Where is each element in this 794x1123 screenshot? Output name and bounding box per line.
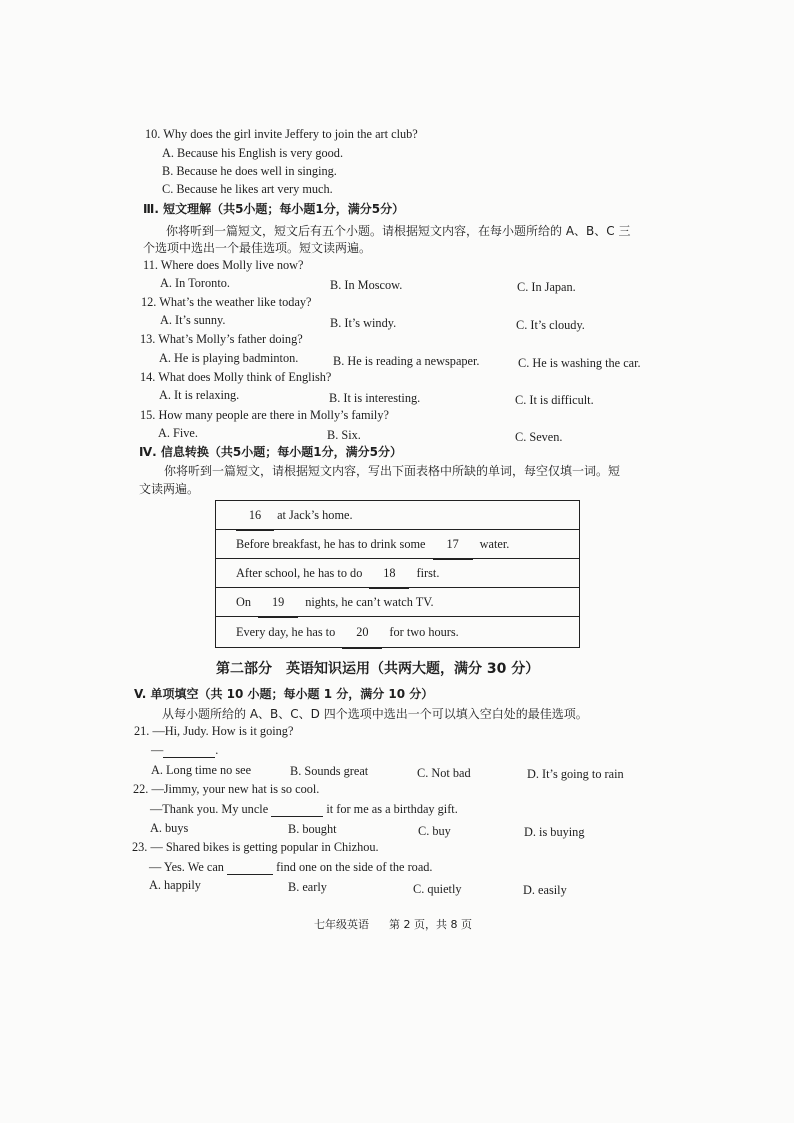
blank-22[interactable]	[271, 802, 323, 817]
q23-option-a[interactable]: A. happily	[149, 878, 201, 892]
q23-option-d[interactable]: D. easily	[523, 883, 567, 897]
blank-21[interactable]	[163, 743, 215, 758]
question-21-line-2: — .	[151, 743, 219, 757]
section-3-title: Ⅲ. 短文理解（共5小题；每小题1分，满分5分）	[143, 202, 405, 216]
q23-line-text: — Yes. We can	[149, 860, 224, 874]
q23-option-b[interactable]: B. early	[288, 880, 327, 894]
blank-20[interactable]: 20	[342, 617, 382, 649]
question-21-line-1: 21. —Hi, Judy. How is it going?	[134, 724, 294, 738]
q21-option-b[interactable]: B. Sounds great	[290, 764, 369, 778]
q10-option-a[interactable]: A. Because his English is very good.	[162, 146, 344, 160]
q10-option-c[interactable]: C. Because he likes art very much.	[162, 182, 333, 196]
question-13-stem: 13. What’s Molly’s father doing?	[140, 332, 303, 346]
q22-option-a[interactable]: A. buys	[150, 821, 189, 835]
row-text: nights, he can’t watch TV.	[305, 595, 434, 609]
q14-option-a[interactable]: A. It is relaxing.	[159, 388, 240, 402]
table-row	[216, 588, 579, 617]
row-text: Every day, he has to	[236, 625, 336, 639]
footer-page-number: 第 2 页，共 8 页	[389, 918, 472, 931]
question-22-line-1: 22. —Jimmy, your new hat is so cool.	[133, 782, 320, 796]
blank-17[interactable]: 17	[433, 530, 473, 560]
row-text: After school, he has to do	[236, 566, 363, 580]
q11-option-a[interactable]: A. In Toronto.	[160, 276, 230, 290]
q13-option-b[interactable]: B. He is reading a newspaper.	[333, 354, 480, 368]
q14-option-c[interactable]: C. It is difficult.	[515, 393, 594, 407]
q21-option-a[interactable]: A. Long time no see	[151, 763, 252, 777]
info-table	[215, 500, 580, 648]
q15-option-b[interactable]: B. Six.	[327, 428, 361, 442]
question-11-stem: 11. Where does Molly live now?	[143, 258, 304, 272]
section-4-title: Ⅳ. 信息转换（共5小题；每小题1分，满分5分）	[139, 445, 402, 459]
section-5-instruction: 从每小题所给的 A、B、C、D 四个选项中选出一个可以填入空白处的最佳选项。	[162, 707, 588, 721]
table-row	[216, 617, 579, 647]
q12-option-b[interactable]: B. It’s windy.	[330, 316, 397, 330]
row-text: Before breakfast, he has to drink some	[236, 537, 426, 551]
footer-subject: 七年级英语	[314, 918, 369, 931]
q23-line-text: find one on the side of the road.	[276, 860, 433, 874]
q11-option-c[interactable]: C. In Japan.	[517, 280, 576, 294]
section-3-instruction-cont: 个选项中选出一个最佳选项。短文读两遍。	[143, 241, 372, 255]
q22-line-text: —Thank you. My uncle	[150, 802, 269, 816]
q22-option-d[interactable]: D. is buying	[524, 825, 585, 839]
row-text: for two hours.	[389, 625, 459, 639]
q14-option-b[interactable]: B. It is interesting.	[329, 391, 421, 405]
section-3-instruction: 你将听到一篇短文，短文后有五个小题。请根据短文内容，在每小题所给的 A、B、C 三	[166, 224, 631, 238]
q22-line-text: it for me as a birthday gift.	[326, 802, 458, 816]
dash: —	[151, 743, 164, 757]
q12-option-c[interactable]: C. It’s cloudy.	[516, 318, 585, 332]
blank-23[interactable]	[227, 860, 273, 875]
q11-option-b[interactable]: B. In Moscow.	[330, 278, 403, 292]
part-2-title: 第二部分 英语知识运用（共两大题，满分 30 分）	[216, 661, 540, 677]
blank-18[interactable]: 18	[369, 559, 409, 589]
q15-option-c[interactable]: C. Seven.	[515, 430, 563, 444]
row-text: On	[236, 595, 252, 609]
question-14-stem: 14. What does Molly think of English?	[140, 370, 332, 384]
table-row	[216, 530, 579, 559]
question-23-line-2	[149, 860, 433, 875]
q22-option-b[interactable]: B. bought	[288, 822, 337, 836]
blank-19[interactable]: 19	[258, 588, 298, 618]
q15-option-a[interactable]: A. Five.	[158, 426, 198, 440]
row-text: first.	[416, 566, 440, 580]
row-text: water.	[479, 537, 510, 551]
q13-option-c[interactable]: C. He is washing the car.	[518, 356, 641, 370]
table-row	[216, 501, 579, 530]
q21-option-d[interactable]: D. It’s going to rain	[527, 767, 624, 781]
question-12-stem: 12. What’s the weather like today?	[141, 295, 312, 309]
q23-option-c[interactable]: C. quietly	[413, 882, 462, 896]
q10-option-b[interactable]: B. Because he does well in singing.	[162, 164, 337, 178]
q22-option-c[interactable]: C. buy	[418, 824, 451, 838]
question-23-line-1: 23. — Shared bikes is getting popular in Chizhou.	[132, 840, 379, 854]
table-row	[216, 559, 579, 588]
section-5-title: V. 单项填空（共 10 小题；每小题 1 分，满分 10 分）	[134, 687, 434, 701]
q21-option-c[interactable]: C. Not bad	[417, 766, 471, 780]
question-22-line-2	[150, 802, 458, 817]
section-4-instruction-cont: 文读两遍。	[139, 482, 200, 496]
blank-16[interactable]: 16	[236, 501, 274, 531]
q13-option-a[interactable]: A. He is playing badminton.	[159, 351, 299, 365]
question-10-stem: 10. Why does the girl invite Jeffery to join the art club?	[145, 127, 418, 141]
q12-option-a[interactable]: A. It’s sunny.	[160, 313, 226, 327]
question-15-stem: 15. How many people are there in Molly’s family?	[140, 408, 389, 422]
section-4-instruction: 你将听到一篇短文，请根据短文内容，写出下面表格中所缺的单词，每空仅填一词。短	[164, 464, 621, 478]
row-text: at Jack’s home.	[277, 508, 353, 522]
